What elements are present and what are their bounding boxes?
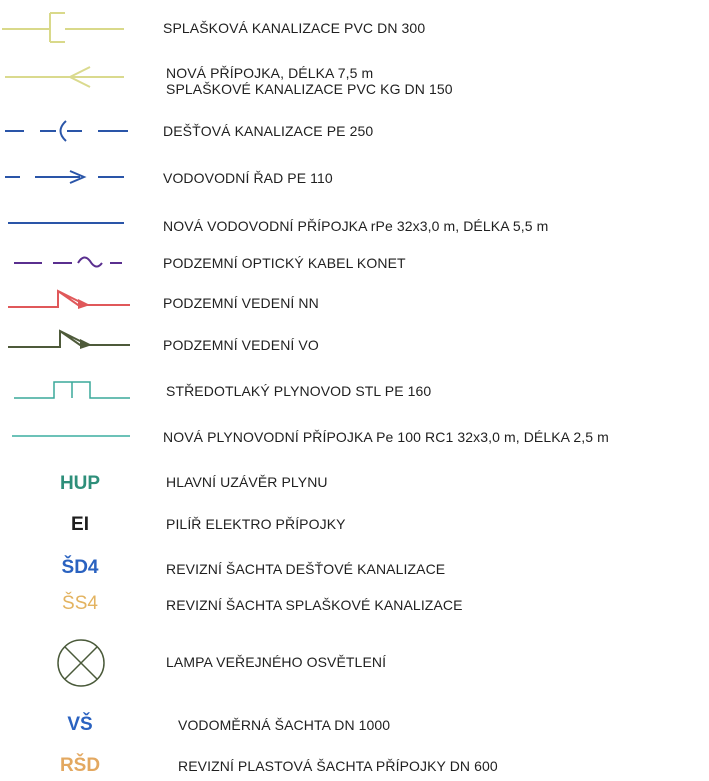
legend-label: REVIZNÍ ŠACHTA DEŠŤOVÉ KANALIZACE [166,561,446,577]
water-main-icon [0,160,140,194]
low-voltage-icon [0,285,140,319]
sd4-code: ŠD4 [61,557,99,578]
legend-label: DEŠŤOVÁ KANALIZACE PE 250 [163,123,374,139]
legend-label: STŘEDOTLAKÝ PLYNOVOD STL PE 160 [166,383,432,399]
legend-label: NOVÁ PLYNOVODNÍ PŘÍPOJKA Pe 100 RC1 32x3,0 m, DÉLKA 2,5 m [163,429,609,445]
optical-cable-icon [0,248,140,278]
street-lamp-icon [0,636,140,690]
legend-label: PODZEMNÍ OPTICKÝ KABEL KONET [163,255,406,271]
sewer-line-icon [0,0,140,50]
legend-label: NOVÁ PŘÍPOJKA, DÉLKA 7,5 m [166,65,374,81]
legend-label: VODOVODNÍ ŘAD PE 110 [163,170,333,186]
gas-connection-icon [0,423,140,453]
gas-pipeline-icon [0,378,140,408]
water-connection-icon [0,210,140,240]
street-lighting-cable-icon [0,325,140,359]
legend-label: SPLAŠKOVÁ KANALIZACE PVC DN 300 [163,20,426,36]
legend-label: PILÍŘ ELEKTRO PŘÍPOJKY [166,516,346,532]
vs-code: VŠ [67,714,93,735]
sewer-connection-icon [0,60,140,100]
storm-sewer-icon [0,115,140,149]
legend-label: LAMPA VEŘEJNÉHO OSVĚTLENÍ [166,654,387,670]
hup-code: HUP [59,473,101,494]
legend-label-2: SPLAŠKOVÉ KANALIZACE PVC KG DN 150 [166,81,453,97]
ei-code: EI [71,514,89,535]
rsd-code: RŠD [59,755,101,776]
legend-label: PODZEMNÍ VEDENÍ NN [163,295,319,311]
legend-label: NOVÁ VODOVODNÍ PŘÍPOJKA rPe 32x3,0 m, DÉLKA 5,5 m [163,218,549,234]
ss4-code: ŠS4 [62,593,98,614]
legend-label: REVIZNÍ ŠACHTA SPLAŠKOVÉ KANALIZACE [166,597,463,613]
legend-label: PODZEMNÍ VEDENÍ VO [163,337,319,353]
legend-label: REVIZNÍ PLASTOVÁ ŠACHTA PŘÍPOJKY DN 600 [178,758,498,774]
legend-label: VODOMĚRNÁ ŠACHTA DN 1000 [178,717,391,733]
legend-label: HLAVNÍ UZÁVĚR PLYNU [166,474,328,490]
